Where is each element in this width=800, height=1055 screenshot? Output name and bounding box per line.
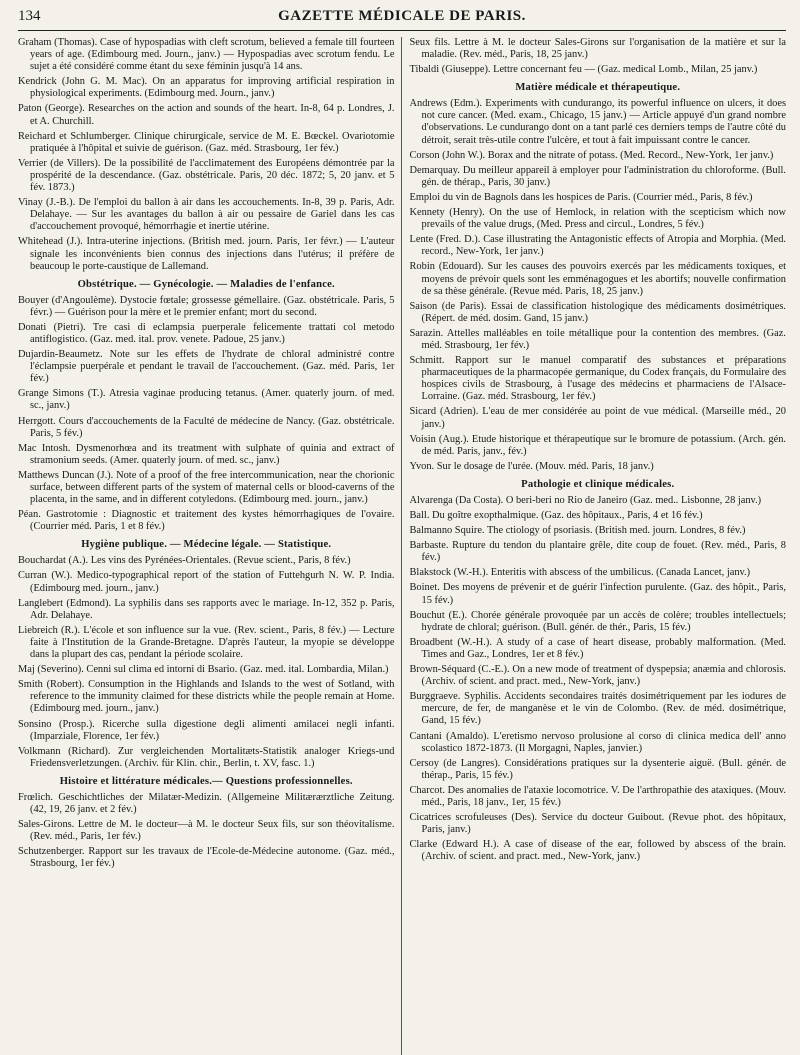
bibliography-entry: Smith (Robert). Consumption in the Highlands and Islands to the west of Sotland, with reference to the immunity claimed for these districts while the people remain at Home. (Edimbourg med. journ., janv.)	[18, 679, 395, 715]
bibliography-entry: Lente (Fred. D.). Case illustrating the Antagonistic effects of Atropia and Morphia. (Med. record., New-York, 1er janv.)	[409, 234, 786, 258]
bibliography-entry: Charcot. Des anomalies de l'ataxie locomotrice. V. De l'arthropathie des ataxiques. (Mouv. méd., Paris, 18 janv., 1er, 15 fév.)	[409, 784, 786, 808]
bibliography-entry: Verrier (de Villers). De la possibilité de l'acclimatement des Européens démontrée par la prospérité de la descendance. (Gaz. obstétricale. Paris, 20 déc. 1872; 5, 20 janv. et 5 fév. 1873.)	[18, 157, 395, 194]
section-heading: Hygiène publique. — Médecine légale. — Statistique.	[81, 539, 332, 551]
bibliography-entry: Demarquay. Du meilleur appareil à employer pour l'administration du chloroforme. (Bull. gén. de thérap., Paris, 30 janv.)	[409, 164, 786, 188]
bibliography-entry: Herrgott. Cours d'accouchements de la Faculté de médecine de Nancy. (Gaz. obstétricale. Paris, 5 fév.)	[18, 415, 395, 439]
bibliography-entry: Whitehead (J.). Intra-uterine injections. (British med. journ. Paris, 1er févr.) — L'auteur signale les inconvénients bien connus des injections dans l'utérus; il préfère de beaucoup le porte-caustique de Lallemand.	[18, 236, 395, 272]
bibliography-entry: Voisin (Aug.). Etude historique et thérapeutique sur le bromure de potassium. (Arch. gén. de méd. Paris, janv., fév.)	[409, 433, 786, 457]
bibliography-entry: Andrews (Edm.). Experiments with cundurango, its powerful influence on ulcers, it does not cure cancer. (Med. exam., Chicago, 15 janv.) — Article appuyé d'un grand nombre d'observations. Le cundurango dont on a tant parlé ces derniers temps de l'autre côté du détroit, serait très-utile contre l'ulcère, et tout à fait impuissant contre le cancer.	[409, 98, 786, 146]
journal-title: GAZETTE MÉDICALE DE PARIS.	[278, 8, 526, 24]
bibliography-entry: Clarke (Edward H.). A case of disease of the ear, followed by abscess of the brain. (Archiv. of scient. and pract. med., New-York, janv.)	[409, 839, 786, 863]
bibliography-entry: Kennety (Henry). On the use of Hemlock, in relation with the scepticism which now prevails of the value drugs, (Med. Press and circul., Londres, 5 fév.)	[409, 207, 786, 231]
bibliography-entry: Blakstock (W.-H.). Enteritis with abscess of the umbilicus. (Canada Lancet, janv.)	[409, 567, 751, 579]
bibliography-entry: Ball. Du goître exopthalmique. (Gaz. des hôpitaux., Paris, 4 et 16 fév.)	[409, 510, 703, 521]
bibliography-entry: Bouchut (E.). Chorée générale provoquée par un accès de colère; troubles intellectuels; hydrate de chloral; guérison. (Bull. génér. de thér., Paris, 15 fév.)	[409, 609, 786, 633]
bibliography-entry: Tibaldi (Giuseppe). Lettre concernant feu — (Gaz. medical Lomb., Milan, 25 janv.)	[409, 64, 758, 76]
bibliography-entry: Cicatrices scrofuleuses (Des). Service du docteur Guibout. (Revue phot. des hôpitaux, Paris, janv.)	[409, 812, 786, 836]
bibliography-entry: Reichard et Schlumberger. Clinique chirurgicale, service de M. E. Bœckel. Ovariotomie pratiquée à l'hôpital et suivie de guérison. (Gaz. méd. Strasbourg, 1er fév.)	[18, 130, 395, 154]
bibliography-entry: Graham (Thomas). Case of hypospadias with cleft scrotum, believed a female till fourteen years of age. (Edimbourg med. Journ., janv.) — Hypospadias avec scrotum fendu. Le sujet a été considéré comme étant du sexe féminin jusqu'à 14 ans.	[18, 37, 395, 73]
bibliography-entry: Cersoy (de Langres). Considérations pratiques sur la dysenterie aiguë. (Bull. génér. de thérap., Paris, 15 fév.)	[409, 757, 786, 781]
bibliography-entry: Alvarenga (Da Costa). O beri-beri no Rio de Janeiro (Gaz. med.. Lisbonne, 28 janv.)	[409, 494, 762, 506]
bibliography-entry: Bouchardat (A.). Les vins des Pyrénées-Orientales. (Revue scient., Paris, 8 fév.)	[18, 555, 351, 567]
bibliography-entry: Donati (Pietri). Tre casi di eclampsia puerperale felicemente trattati col metodo antiflogistico. (Gaz. med. ital. prov. venete. Padoue, 25 janv.)	[18, 321, 395, 345]
bibliography-entry: Schmitt. Rapport sur le manuel comparatif des substances et préparations pharmaceutiques de la pharmacopée germanique, du Codex français, du Formulaire des hospices civils de Strasbourg, à l'usage des médecins et pharmaciens de l'Alsace-Lorraine. (Gaz. méd. Strasbourg, 1er fév.)	[409, 355, 786, 403]
page-number: 134	[18, 8, 41, 24]
columns	[18, 37, 786, 1055]
bibliography-entry: Dujardin-Beaumetz. Note sur les effets de l'hydrate de chloral administré contre l'éclampsie puerpérale et pendant le travail de l'accouchement. (Gaz. méd. Paris, 1er fév.)	[18, 349, 395, 385]
bibliography-entry: Maj (Severino). Cenni sul clima ed intorni di Bsario. (Gaz. med. ital. Lombardia, Milan.)	[18, 664, 389, 676]
section-heading: Obstétrique. — Gynécologie. — Maladies de l'enfance.	[77, 278, 335, 290]
bibliography-entry: Paton (George). Researches on the action and sounds of the heart. In-8, 64 p. Londres, J. et A. Churchill.	[18, 103, 395, 127]
bibliography-entry: Péan. Gastrotomie : Diagnostic et traitement des kystes hémorrhagiques de l'ovaire. (Courrier méd. Paris, 1 et 8 fév.)	[18, 509, 395, 533]
bibliography-entry: Corson (John W.). Borax and the nitrate of potass. (Med. Record., New-York, 1er janv.)	[409, 149, 774, 161]
page-header	[18, 8, 786, 31]
bibliography-entry: Boinet. Des moyens de prévenir et de guérir l'infection purulente. (Gaz. des hôpit., Paris, 15 fév.)	[409, 582, 786, 606]
bibliography-entry: Sicard (Adrien). L'eau de mer considérée au point de vue médical. (Marseille méd., 20 janv.)	[409, 406, 786, 430]
bibliography-entry: Curran (W.). Medico-typographical report of the station of Futtehgurh N. W. P. India. (Edimbourg med. journ., janv.)	[18, 570, 395, 594]
bibliography-entry: Vinay (J.-B.). De l'emploi du ballon à air dans les accouchements. In-8, 39 p. Paris, Adr. Delahaye. — Sur les avantages du ballon à air ou pessaire de Gariel dans les cas d'accouchement provoqué, hémorrhagie et inertie utérine.	[18, 197, 395, 233]
section-heading: Pathologie et clinique médicales.	[521, 478, 675, 490]
bibliography-entry: Saison (de Paris). Essai de classification histologique des médicaments dosimétriques. (Répert. de méd. dosim. Gand, 15 janv.)	[409, 300, 786, 324]
bibliography-entry: Kendrick (John G. M. Mac). On an apparatus for improving artificial respiration in physiological experiments. (Edimbourg med. Journ., janv.)	[18, 76, 395, 100]
bibliography-entry: Burggraeve. Syphilis. Accidents secondaires traités dosimétriquement par les iodures de mercure, de fer, de manganèse et le vin de Colombo. (Rev. de méd. dosimétrique, Gand, 15 fév.)	[409, 691, 786, 727]
bibliography-entry: Bouyer (d'Angoulème). Dystocie fœtale; grossesse gémellaire. (Gaz. obstétricale. Paris, 5 févr.) — Guérison pour la mère et le premier enfant; mort du second.	[18, 294, 395, 318]
bibliography-entry: Matthews Duncan (J.). Note of a proof of the free intercommunication, near the chorionic surface, between different parts of the system of maternal cells or blood-caverns of the placenta, in the same, and in different cotyledons. (Edimbourg med. journ., janv.)	[18, 469, 395, 506]
bibliography-entry: Brown-Séquard (C.-E.). On a new mode of treatment of dyspepsia; anæmia and chlorosis. (Archiv. of scient. and pract. med., New-York, janv.)	[409, 664, 786, 688]
bibliography-entry: Yvon. Sur le dosage de l'urée. (Mouv. méd. Paris, 18 janv.)	[409, 460, 654, 472]
bibliography-entry: Frœlich. Geschichtliches der Milatær-Medizin. (Allgemeine Militærærztliche Zeitung. (42, 19, 26 janv. et 2 fév.)	[18, 791, 395, 815]
bibliography-entry: Grange Simons (T.). Atresia vaginae producing tetanus. (Amer. quaterly journ. of med. sc., janv.)	[18, 388, 395, 412]
bibliography-entry: Volkmann (Richard). Zur vergleichenden Mortalitæts-Statistik analoger Kriegs-und Friedensverletzungen. (Archiv. für Klin. chir., Berlin, t. XV, fasc. 1.)	[18, 745, 395, 769]
section-heading: Histoire et littérature médicales.— Questions professionnelles.	[59, 775, 353, 787]
bibliography-entry: Langlebert (Edmond). La syphilis dans ses rapports avec le mariage. In-12, 352 p. Paris, Adr. Delahaye.	[18, 597, 395, 621]
bibliography-entry: Mac Intosh. Dysmenorhœa and its treatment with sulphate of quinia and extract of stramonium seeds. (Amer. quaterly journ. of med. sc., janv.)	[18, 442, 395, 466]
left-column	[18, 37, 402, 1055]
bibliography-entry: Cantani (Amaldo). L'eretismo nervoso prolusione al corso di clinica medica dell' anno scolastico 1872-1873. (Il Morgagni, Naples, janvier.)	[409, 730, 786, 754]
bibliography-entry: Seux fils. Lettre à M. le docteur Sales-Girons sur l'organisation de la matière et sur la maladie. (Rev. méd., Paris, 18, 25 janv.)	[409, 37, 786, 61]
bibliography-entry: Liebreich (R.). L'école et son influence sur la vue. (Rev. scient., Paris, 8 fév.) — Lecture faite à l'Institution de la Grande-Bretagne. D'après l'auteur, la myopie se développe dans la plupart des cas, pendant la période scolaire.	[18, 624, 395, 661]
bibliography-entry: Barbaste. Rupture du tendon du plantaire grêle, dite coup de fouet. (Rev. méd., Paris, 8 fév.)	[409, 540, 786, 564]
bibliography-entry: Sarazin. Attelles malléables en toile métallique pour la contention des membres. (Gaz. méd. Strasbourg, 1er fév.)	[409, 327, 786, 351]
bibliography-entry: Schutzenberger. Rapport sur les travaux de l'Ecole-de-Médecine autonome. (Gaz. méd., Strasbourg, 1er fév.)	[18, 846, 395, 870]
bibliography-entry: Sonsino (Prosp.). Ricerche sulla digestione degli alimenti amilacei negli infanti. (Imparziale, Florence, 1er fév.)	[18, 718, 395, 742]
bibliography-entry: Sales-Girons. Lettre de M. le docteur—à M. le docteur Seux fils, sur son théovitalisme. (Rev. méd., Paris, 1er fév.)	[18, 819, 395, 843]
bibliography-entry: Balmanno Squire. The ctiology of psoriasis. (British med. journ. Londres, 8 fév.)	[409, 525, 746, 537]
section-heading: Matière médicale et thérapeutique.	[515, 82, 681, 94]
bibliography-entry: Emploi du vin de Bagnols dans les hospices de Paris. (Courrier méd., Paris, 8 fév.)	[409, 191, 753, 203]
bibliography-entry: Robin (Edouard). Sur les causes des pouvoirs exercés par les médicaments toxiques, et moyens de prévoir quels sont les emménagogues et les abortifs; nouvelle confirmation de sa thèse générale. (Revue méd. Paris, 18, 25 janv.)	[409, 261, 786, 297]
bibliography-entry: Broadbent (W.-H.). A study of a case of heart disease, probably malformation. (Med. Times and Gaz., Londres, 1er et 8 fév.)	[409, 636, 786, 660]
right-column	[402, 37, 787, 1055]
